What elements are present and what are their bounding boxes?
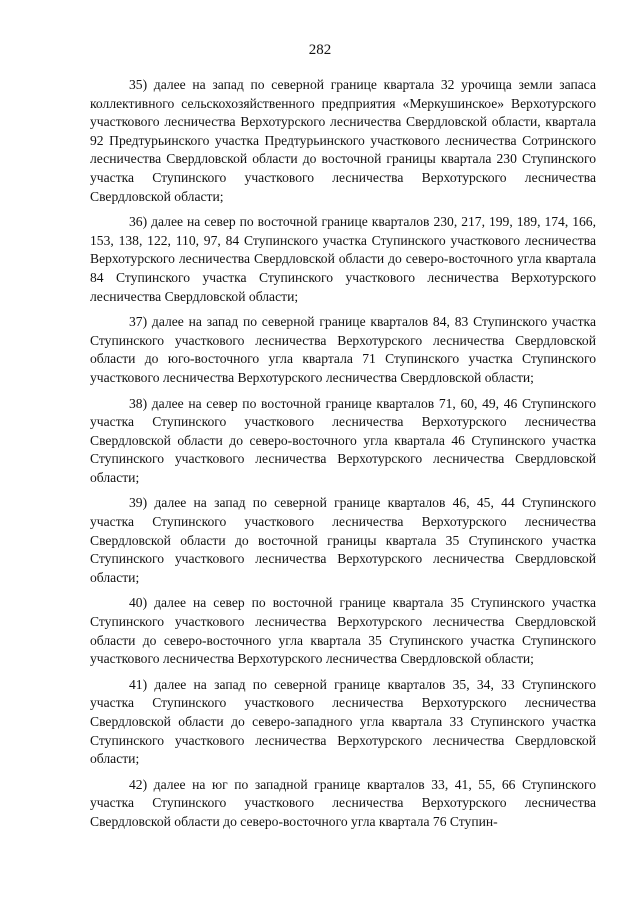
paragraph-37: 37) далее на запад по северной границе кварталов 84, 83 Ступинского участка Ступинского участкового лесничества Верхотурского лесничества Свердловской области до юго-восточного угла квартала 71 Ступинского участка Ступинского участкового лесничества Верхотурского лесничества Свердловской области; [90,314,596,385]
page-number: 282 [308,42,332,58]
paragraph-41: 41) далее на запад по северной границе кварталов 35, 34, 33 Ступинского участка Ступинского участкового лесничества Верхотурского лесничества Свердловской области до северо-западного угла квартала 33 Ступинского участка Ступинского участкового лесничества Верхотурского лесничества Свердловской области; [90,676,596,767]
paragraph-36: 36) далее на север по восточной границе кварталов 230, 217, 199, 189, 174, 166, 153, 138, 122, 110, 97, 84 Ступинского участка Ступинского участкового лесничества Верхотурского лесничества Свердловской области до северо-восточного угла квартала 84 Ступинского участка Ступинского участкового лесничества Верхотурского лесничества Свердловской области; [90,214,596,304]
paragraph-42: 42) далее на юг по западной границе кварталов 33, 41, 55, 66 Ступинского участка Ступинского участкового лесничества Верхотурского лесничества Свердловской области до северо-восточного угла квартала 76 Ступин- [90,776,596,829]
paragraph-35: 35) далее на запад по северной границе квартала 32 урочища земли запаса коллективного сельскохозяйственного предприятия «Меркушинское» Верхотурского участкового лесничества Верхотурского лесничества Свердловской области, квартала 92 Предтурьинского участка Предтурьинского участкового лесничества Сотринского лесничества Свердловской области до восточной границы квартала 230 Ступинского участка Ступинского участкового лесничества Верхотурского лесничества Свердловской области; [90,77,596,204]
body-text [90,76,596,839]
paragraph-40: 40) далее на север по восточной границе квартала 35 Ступинского участка Ступинского участкового лесничества Верхотурского лесничества Свердловской области до северо-восточного угла квартала 35 Ступинского участка Ступинского участкового лесничества Верхотурского лесничества Свердловской области; [90,595,596,667]
paragraph-38: 38) далее на север по восточной границе кварталов 71, 60, 49, 46 Ступинского участка Ступинского участкового лесничества Верхотурского лесничества Свердловской области до северо-восточного угла квартала 46 Ступинского участка Ступинского участкового лесничества Верхотурского лесничества Свердловской области; [90,395,596,485]
paragraph-39: 39) далее на запад по северной границе кварталов 46, 45, 44 Ступинского участка Ступинского участкового лесничества Верхотурского лесничества Свердловской области до восточной границы квартала 35 Ступинского участка Ступинского участкового лесничества Верхотурского лесничества Свердловской области; [90,495,596,585]
